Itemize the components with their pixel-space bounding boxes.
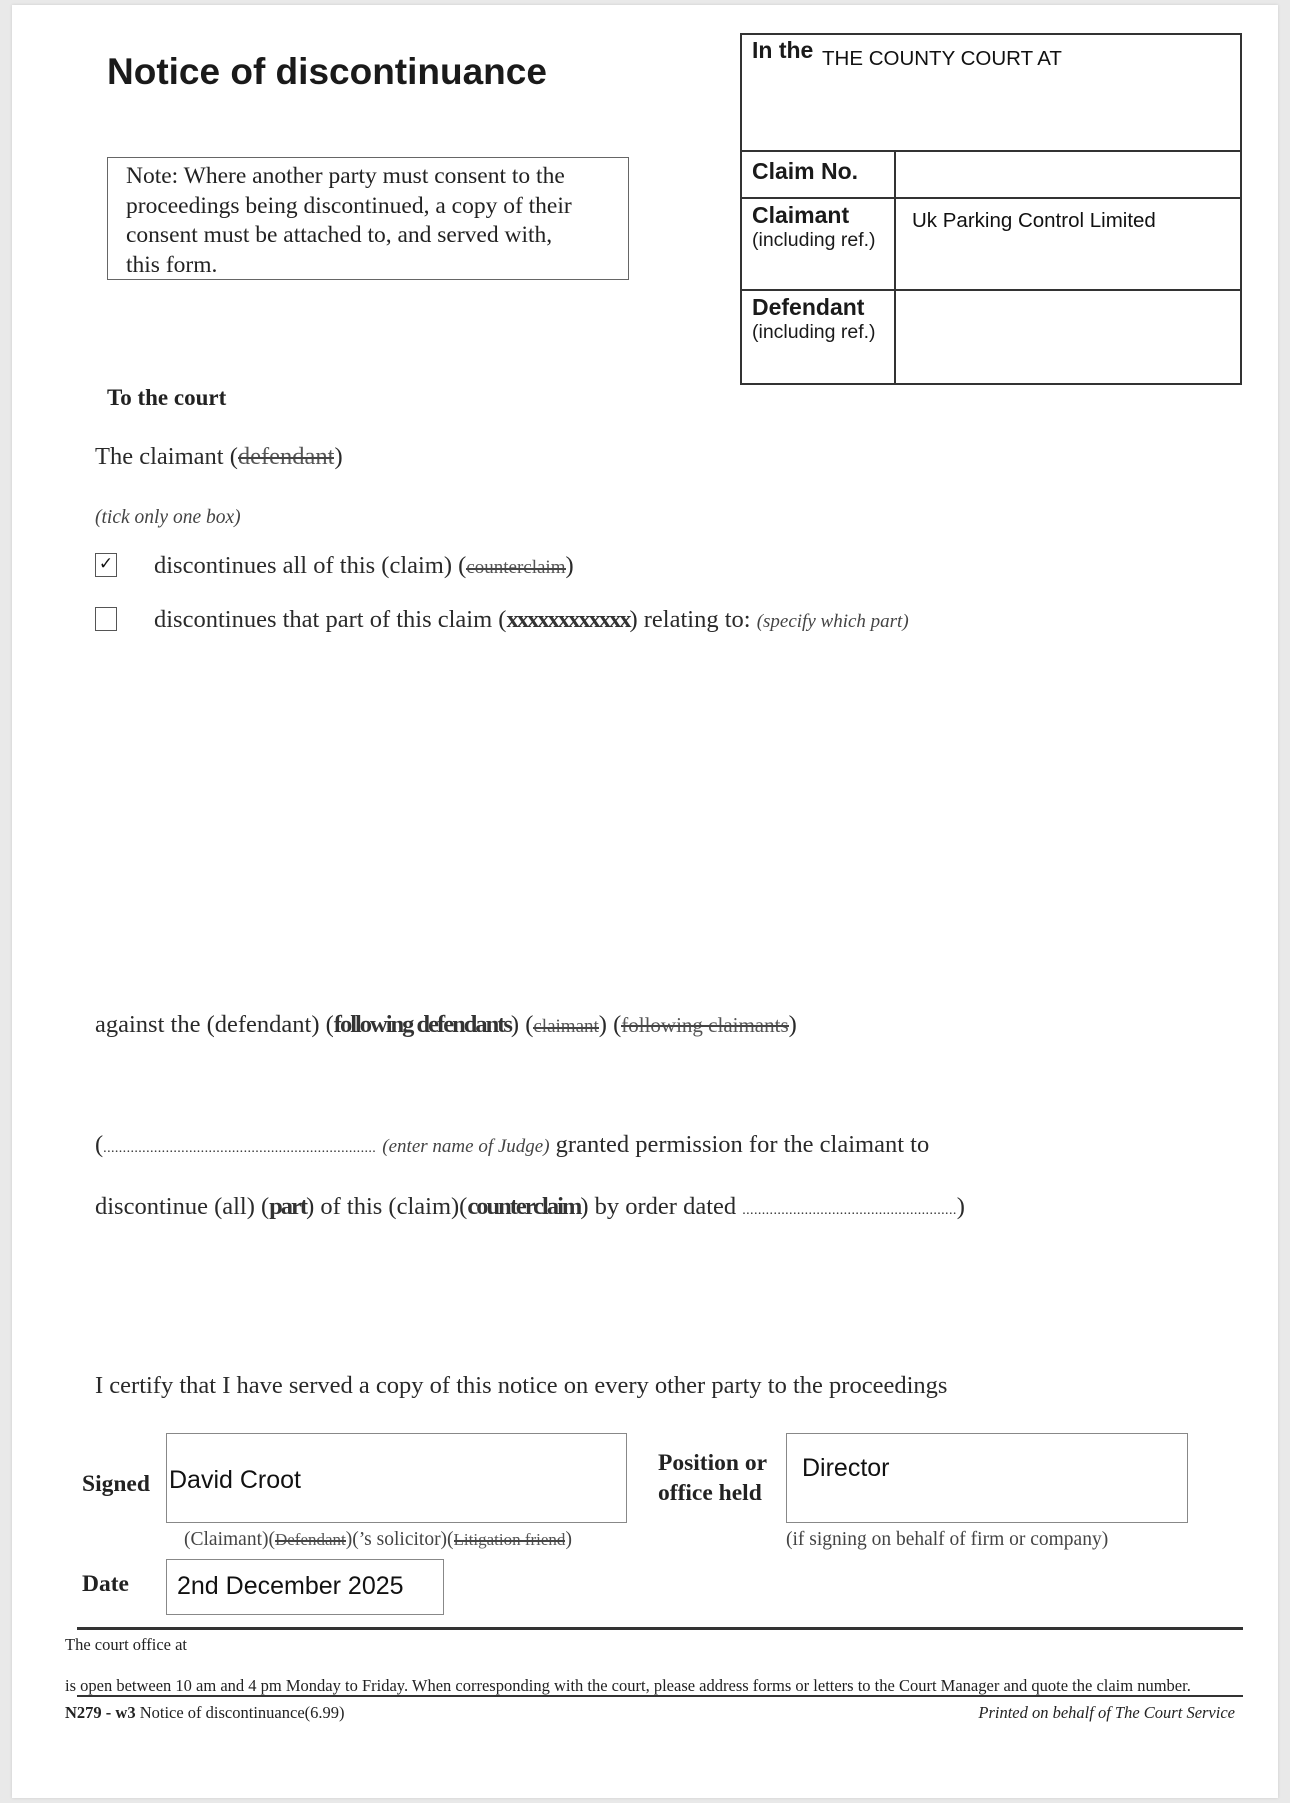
struck-counterclaim: xxxxxxxxxxxx: [506, 606, 630, 633]
court-name-field[interactable]: THE COUNTY COURT AT: [822, 47, 1062, 70]
defendant-sublabel: (including ref.): [752, 321, 876, 343]
position-label: Position or office held: [658, 1450, 768, 1506]
signature-value: David Croot: [169, 1466, 301, 1494]
claimant-label: Claimant: [752, 202, 850, 228]
signed-label: Signed: [82, 1471, 150, 1497]
court-row: [742, 35, 1240, 152]
footer-divider: [77, 1695, 1243, 1697]
page-title: Notice of discontinuance: [107, 51, 547, 92]
against-line: against the (defendant) (following defendants) (claimant) (following claimants): [95, 1011, 797, 1038]
note-line: this form.: [126, 251, 218, 278]
footer-divider: [77, 1627, 1243, 1630]
tick-instruction: (tick only one box): [95, 507, 241, 528]
court-opening-hours: is open between 10 am and 4 pm Monday to Friday. When corresponding with the court, please address forms or letters to the Court Manager and quote the claim number.: [65, 1676, 1191, 1695]
column-divider: [894, 291, 896, 385]
part-details-area[interactable]: [154, 650, 1154, 980]
court-details-table: [740, 33, 1242, 385]
judge-name-blank[interactable]: ......................................................................: [103, 1141, 377, 1156]
permission-line-1: (...................................................................... (enter name of Judge) granted permission for the claimant to: [95, 1131, 930, 1158]
checkmark-icon: ✓: [98, 554, 114, 574]
form-reference: N279 - w3 Notice of discontinuance(6.99): [65, 1703, 345, 1722]
signer-role-options: (Claimant)(Defendant)(’s solicitor)(Litigation friend): [184, 1529, 572, 1550]
discontinue-part-checkbox[interactable]: [95, 607, 117, 631]
claimant-row: [742, 199, 1240, 291]
defendant-row: [742, 291, 1240, 385]
defendant-label: Defendant: [752, 294, 865, 320]
claimant-sublabel: (including ref.): [752, 229, 876, 251]
order-date-blank[interactable]: .......................................................: [742, 1203, 957, 1218]
note-line: proceedings being discontinued, a copy of their: [126, 192, 572, 219]
court-office-label: The court office at: [65, 1635, 188, 1654]
to-the-court-heading: To the court: [107, 385, 227, 410]
printed-by: Printed on behalf of The Court Service: [978, 1703, 1235, 1722]
claim-no-row: [742, 152, 1240, 199]
claimant-field[interactable]: Uk Parking Control Limited: [912, 209, 1156, 232]
consent-note-box: [107, 157, 629, 280]
discontinue-all-checkbox[interactable]: [95, 553, 117, 577]
document-page: [12, 5, 1278, 1798]
column-divider: [894, 199, 896, 289]
position-sub-label: (if signing on behalf of firm or company): [786, 1529, 1109, 1550]
discontinue-all-option: discontinues all of this (claim) (counterclaim): [154, 552, 574, 579]
date-value: 2nd December 2025: [177, 1572, 404, 1600]
date-label: Date: [82, 1571, 129, 1597]
struck-defendant: defendant: [237, 443, 335, 470]
specify-hint: (specify which part): [756, 611, 909, 632]
certification-statement: I certify that I have served a copy of this notice on every other party to the proceedings: [95, 1372, 948, 1399]
discontinue-part-option: discontinues that part of this claim (xxxxxxxxxxxx) relating to: (specify which part): [154, 606, 909, 633]
claim-no-label: Claim No.: [752, 158, 859, 184]
position-value: Director: [802, 1454, 890, 1482]
permission-line-2: discontinue (all) (part) of this (claim)(counterclaim) by order dated .......................................................): [95, 1193, 965, 1220]
note-line: consent must be attached to, and served with,: [126, 222, 553, 248]
party-line: The claimant (defendant): [95, 443, 343, 470]
in-the-label: In the: [752, 37, 814, 63]
note-line: Note: Where another party must consent to the: [126, 163, 565, 189]
column-divider: [894, 152, 896, 197]
